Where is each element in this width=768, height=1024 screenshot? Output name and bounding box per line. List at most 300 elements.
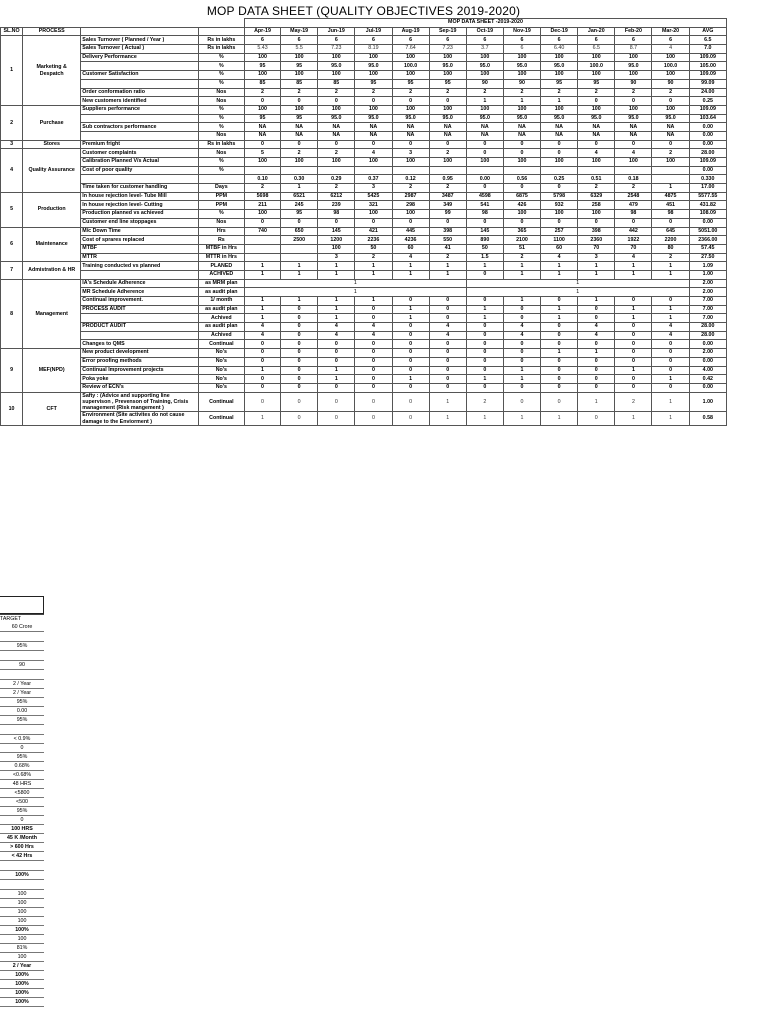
month-value: 100 xyxy=(615,71,652,80)
month-value: 100 xyxy=(578,71,615,80)
avg-value: 0.00 xyxy=(689,357,726,366)
month-value: 0 xyxy=(392,340,429,349)
month-value xyxy=(281,166,318,175)
month-value: 95 xyxy=(281,210,318,219)
month-value: 100 xyxy=(466,105,503,114)
parameter-description: Customer end line stoppages xyxy=(81,218,198,227)
month-value: 0 xyxy=(541,218,578,227)
month-value xyxy=(578,166,615,175)
avg-value: 0.58 xyxy=(689,412,726,426)
month-value: 95 xyxy=(578,79,615,88)
month-value: 85 xyxy=(244,79,280,88)
month-value: 0 xyxy=(318,412,355,426)
column-header: Jan-20 xyxy=(578,27,615,36)
table-row xyxy=(1,314,727,323)
month-value: 4 xyxy=(541,253,578,262)
target-value: 100% xyxy=(0,980,44,989)
month-value: 2 xyxy=(652,253,689,262)
table-row xyxy=(1,218,727,227)
month-value: 0 xyxy=(466,184,503,193)
month-value: 0 xyxy=(429,375,466,384)
month-value: 1 xyxy=(392,262,429,271)
month-value: 6875 xyxy=(503,192,540,201)
month-value: NA xyxy=(466,123,503,132)
month-value: 100.0 xyxy=(652,62,689,71)
month-value: 0 xyxy=(392,331,429,340)
table-row xyxy=(1,201,727,210)
month-value: NA xyxy=(615,131,652,140)
month-value: 1 xyxy=(355,270,392,279)
month-value: 0.29 xyxy=(318,175,355,184)
month-value: 1 xyxy=(244,297,280,306)
month-value: 890 xyxy=(466,236,503,245)
month-value xyxy=(541,166,578,175)
month-value: 0 xyxy=(429,340,466,349)
month-value: 6 xyxy=(578,36,615,45)
table-row xyxy=(1,383,727,392)
month-value: 1.5 xyxy=(466,253,503,262)
target-value: 100% xyxy=(0,971,44,980)
process-name: Purchase xyxy=(23,105,81,140)
month-value: 2 xyxy=(503,88,540,97)
month-value: 0.18 xyxy=(615,175,652,184)
month-value: 0 xyxy=(503,349,540,358)
month-value: 95.0 xyxy=(541,114,578,123)
parameter-description xyxy=(81,62,198,71)
month-value: 60 xyxy=(392,244,429,253)
month-value xyxy=(429,166,466,175)
month-value: 2 xyxy=(281,88,318,97)
month-value: 2 xyxy=(392,184,429,193)
month-value: 100 xyxy=(355,210,392,219)
month-value: 1 xyxy=(244,270,280,279)
table-row xyxy=(1,297,727,306)
month-value: 0 xyxy=(355,305,392,314)
parameter-description: New customers identified xyxy=(81,97,198,106)
month-value: 0 xyxy=(392,349,429,358)
table-row xyxy=(1,288,727,297)
month-value: 1 xyxy=(318,262,355,271)
unit-cell: as audit plan xyxy=(198,305,244,314)
month-value: 95.0 xyxy=(578,114,615,123)
month-value xyxy=(244,253,280,262)
month-value: NA xyxy=(281,123,318,132)
parameter-description: Sales Turnover ( Planned / Year ) xyxy=(81,36,198,45)
month-value: 0 xyxy=(652,97,689,106)
subtitle: MOP DATA SHEET -2019-2020 xyxy=(244,19,726,28)
month-value: 1 xyxy=(541,97,578,106)
column-header: Apr-19 xyxy=(244,27,280,36)
month-value: 0 xyxy=(392,392,429,412)
month-value: 100.0 xyxy=(392,62,429,71)
month-value xyxy=(615,166,652,175)
month-value: 85 xyxy=(318,79,355,88)
month-value: 95.0 xyxy=(466,62,503,71)
month-value: 0 xyxy=(578,357,615,366)
month-value: 1 xyxy=(281,184,318,193)
month-value: 98 xyxy=(466,210,503,219)
month-value: 1 xyxy=(392,270,429,279)
month-value: 90 xyxy=(652,79,689,88)
table-row xyxy=(1,131,727,140)
month-value: 50 xyxy=(466,244,503,253)
month-value: 1 xyxy=(615,314,652,323)
month-value: 100 xyxy=(615,53,652,62)
month-value: 100 xyxy=(541,158,578,167)
month-value: 1 xyxy=(578,262,615,271)
month-value xyxy=(503,166,540,175)
month-value: 0 xyxy=(244,357,280,366)
month-value: 2 xyxy=(318,149,355,158)
month-value: 0 xyxy=(541,323,578,332)
month-value: 85 xyxy=(281,79,318,88)
unit-cell: ACHIVED xyxy=(198,270,244,279)
month-value: 0 xyxy=(615,97,652,106)
month-value: 1 xyxy=(503,97,540,106)
month-value: 98 xyxy=(318,210,355,219)
month-value: 0 xyxy=(244,392,280,412)
month-value: 0 xyxy=(281,323,318,332)
avg-value: 2.00 xyxy=(689,288,726,297)
month-value: 6 xyxy=(503,36,540,45)
month-value: 0 xyxy=(355,366,392,375)
month-value: 100 xyxy=(281,71,318,80)
month-value: 0 xyxy=(429,218,466,227)
month-value: 95 xyxy=(429,79,466,88)
month-value: 1 xyxy=(652,392,689,412)
month-value: 1 xyxy=(652,412,689,426)
avg-value: 431.82 xyxy=(689,201,726,210)
month-value xyxy=(244,166,280,175)
month-value: 100 xyxy=(244,105,280,114)
sl-no: 1 xyxy=(1,36,23,106)
month-value: NA xyxy=(355,131,392,140)
parameter-description xyxy=(81,314,198,323)
month-value: 1 xyxy=(466,305,503,314)
month-value: 0 xyxy=(466,366,503,375)
month-value: 4 xyxy=(578,323,615,332)
month-value: 0 xyxy=(355,340,392,349)
month-value xyxy=(355,166,392,175)
unit-cell: Nos xyxy=(198,131,244,140)
month-value: 1 xyxy=(318,375,355,384)
month-value: 100 xyxy=(615,105,652,114)
target-value: 100 HRS xyxy=(0,825,44,834)
target-value: 95% xyxy=(0,716,44,725)
month-value: 0 xyxy=(541,340,578,349)
month-value: 1 xyxy=(578,270,615,279)
parameter-description: Training conducted vs planned xyxy=(81,262,198,271)
month-value: 0 xyxy=(281,357,318,366)
month-value: 1 xyxy=(318,305,355,314)
process-name: Marketing & Despatch xyxy=(23,36,81,106)
month-value: 2 xyxy=(503,253,540,262)
month-value: 0 xyxy=(392,383,429,392)
month-value: 0 xyxy=(615,383,652,392)
column-header: PROCESS xyxy=(23,27,81,36)
month-value: 0 xyxy=(503,149,540,158)
table-row xyxy=(1,45,727,54)
month-value: 2 xyxy=(466,392,503,412)
month-value xyxy=(244,236,280,245)
month-value: 321 xyxy=(355,201,392,210)
avg-value: 5051.00 xyxy=(689,227,726,236)
month-value: 100 xyxy=(355,53,392,62)
month-value: 0 xyxy=(466,349,503,358)
month-value: 0 xyxy=(244,140,280,149)
merged-value-h1: 1 xyxy=(244,279,466,288)
month-value: 95.0 xyxy=(355,114,392,123)
month-value: 1 xyxy=(244,412,280,426)
month-value: 1 xyxy=(541,314,578,323)
month-value: 100 xyxy=(244,71,280,80)
month-value: 1 xyxy=(466,412,503,426)
target-value: 95% xyxy=(0,642,44,651)
month-value: 1 xyxy=(318,366,355,375)
unit-cell: No's xyxy=(198,366,244,375)
table-row xyxy=(1,279,727,288)
month-value: 0 xyxy=(281,366,318,375)
month-value: 2500 xyxy=(281,236,318,245)
avg-value: 2.00 xyxy=(689,349,726,358)
month-value: 1 xyxy=(652,184,689,193)
avg-value: 0.00 xyxy=(689,383,726,392)
unit-cell: as MRM plan xyxy=(198,279,244,288)
month-value: 1 xyxy=(541,270,578,279)
month-value: 1 xyxy=(503,262,540,271)
month-value: 2 xyxy=(429,88,466,97)
unit-cell: Nos xyxy=(198,149,244,158)
month-value: 1 xyxy=(466,314,503,323)
column-header: Nov-19 xyxy=(503,27,540,36)
month-value: NA xyxy=(578,131,615,140)
month-value: 95 xyxy=(244,62,280,71)
month-value: 7.64 xyxy=(392,45,429,54)
month-value: 445 xyxy=(392,227,429,236)
month-value: 0 xyxy=(652,349,689,358)
month-value: 70 xyxy=(615,244,652,253)
parameter-description: Cost of sprares replaced xyxy=(81,236,198,245)
month-value: 4 xyxy=(429,331,466,340)
target-value: 100 xyxy=(0,917,44,926)
target-value xyxy=(0,725,44,735)
month-value: 100 xyxy=(244,210,280,219)
month-value: 0 xyxy=(318,357,355,366)
month-value: 6 xyxy=(429,36,466,45)
month-value: 0.56 xyxy=(503,175,540,184)
month-value: 2 xyxy=(318,88,355,97)
month-value: 2100 xyxy=(503,236,540,245)
month-value: 100 xyxy=(392,71,429,80)
month-value: 0 xyxy=(541,331,578,340)
month-value: 0.25 xyxy=(541,175,578,184)
month-value: 365 xyxy=(503,227,540,236)
month-value: 0 xyxy=(355,349,392,358)
parameter-description: Changes to QMS xyxy=(81,340,198,349)
month-value: 4 xyxy=(355,331,392,340)
unit-cell: as audit plan xyxy=(198,323,244,332)
month-value: 4 xyxy=(355,323,392,332)
table-row xyxy=(1,62,727,71)
month-value: 0 xyxy=(429,349,466,358)
month-value: 100 xyxy=(578,210,615,219)
month-value: 3487 xyxy=(429,192,466,201)
avg-value: 17.00 xyxy=(689,184,726,193)
month-value: 95 xyxy=(355,79,392,88)
month-value: 2 xyxy=(318,184,355,193)
month-value: 6 xyxy=(244,36,280,45)
target-value: 95% xyxy=(0,698,44,707)
month-value: 3 xyxy=(318,253,355,262)
month-value: 100 xyxy=(503,158,540,167)
parameter-description: Production planned vs achieved xyxy=(81,210,198,219)
unit-cell: as audit plan xyxy=(198,288,244,297)
unit-cell: Continual xyxy=(198,340,244,349)
month-value: 0 xyxy=(429,383,466,392)
month-value: 0 xyxy=(392,323,429,332)
month-value: 0 xyxy=(355,412,392,426)
month-value: 4236 xyxy=(392,236,429,245)
month-value: 0 xyxy=(318,383,355,392)
table-row xyxy=(1,262,727,271)
unit-cell: Rs in lakhs xyxy=(198,140,244,149)
month-value: 95.0 xyxy=(392,114,429,123)
column-header: Jun-19 xyxy=(318,27,355,36)
parameter-description xyxy=(81,175,198,184)
target-blank-box xyxy=(0,596,44,614)
month-value: 4 xyxy=(652,323,689,332)
target-value: 100 xyxy=(0,908,44,917)
month-value: 0 xyxy=(355,97,392,106)
month-value: 4 xyxy=(615,149,652,158)
column-header: Aug-19 xyxy=(392,27,429,36)
target-value: 0 xyxy=(0,816,44,825)
month-value: 100 xyxy=(429,53,466,62)
unit-cell: % xyxy=(198,166,244,175)
month-value: 2 xyxy=(244,184,280,193)
month-value: 100 xyxy=(541,53,578,62)
column-header: May-19 xyxy=(281,27,318,36)
avg-value: 105.00 xyxy=(689,62,726,71)
month-value: 95.0 xyxy=(503,114,540,123)
month-value: NA xyxy=(541,123,578,132)
sl-no: 9 xyxy=(1,349,23,392)
month-value: 100 xyxy=(652,105,689,114)
month-value: 1922 xyxy=(615,236,652,245)
month-value: 100 xyxy=(318,158,355,167)
parameter-description: Sales Turnover ( Actual ) xyxy=(81,45,198,54)
month-value: 0.00 xyxy=(466,175,503,184)
unit-cell: % xyxy=(198,53,244,62)
month-value: 0 xyxy=(355,357,392,366)
month-value xyxy=(281,253,318,262)
month-value: NA xyxy=(578,123,615,132)
month-value: 0 xyxy=(281,412,318,426)
month-value: 95 xyxy=(281,114,318,123)
month-value: 6 xyxy=(355,36,392,45)
table-row xyxy=(1,36,727,45)
unit-cell: % xyxy=(198,158,244,167)
month-value: 1 xyxy=(392,375,429,384)
table-row xyxy=(1,244,727,253)
target-value: < 42 Hrs xyxy=(0,852,44,861)
month-value: 0 xyxy=(392,297,429,306)
month-value: 1 xyxy=(355,262,392,271)
month-value: 1 xyxy=(615,270,652,279)
month-value: 0 xyxy=(652,366,689,375)
month-value: 100 xyxy=(466,158,503,167)
table-row xyxy=(1,253,727,262)
month-value: 0 xyxy=(652,340,689,349)
month-value: 95.0 xyxy=(355,62,392,71)
merged-value-h2: 1 xyxy=(466,279,689,288)
month-value: NA xyxy=(503,131,540,140)
month-value: 0 xyxy=(503,392,540,412)
parameter-description: Cost of poor quality xyxy=(81,166,198,175)
month-value: 0 xyxy=(281,97,318,106)
month-value: 0 xyxy=(503,305,540,314)
month-value: 95.0 xyxy=(429,62,466,71)
avg-value: 0.00 xyxy=(689,340,726,349)
month-value: 0 xyxy=(281,314,318,323)
month-value: 2 xyxy=(244,88,280,97)
month-value: 0 xyxy=(503,314,540,323)
avg-value: 0.00 xyxy=(689,131,726,140)
month-value: 0 xyxy=(466,140,503,149)
month-value: 0 xyxy=(355,375,392,384)
month-value: NA xyxy=(244,131,280,140)
target-header: TARGET xyxy=(0,614,44,623)
month-value: 6 xyxy=(541,36,578,45)
month-value: 0 xyxy=(466,149,503,158)
month-value: 1 xyxy=(429,392,466,412)
month-value: 100 xyxy=(244,53,280,62)
month-value: 0 xyxy=(578,305,615,314)
column-header: Oct-19 xyxy=(466,27,503,36)
table-row xyxy=(1,79,727,88)
month-value: 100 xyxy=(503,53,540,62)
parameter-description xyxy=(81,131,198,140)
month-value: 1 xyxy=(541,412,578,426)
month-value: 95.0 xyxy=(615,114,652,123)
avg-value: 28.00 xyxy=(689,323,726,332)
table-row xyxy=(1,71,727,80)
target-value: <5800 xyxy=(0,789,44,798)
table-row xyxy=(1,236,727,245)
unit-cell: No's xyxy=(198,349,244,358)
sl-no: 10 xyxy=(1,392,23,425)
month-value: 0.95 xyxy=(429,175,466,184)
month-value: 2987 xyxy=(392,192,429,201)
month-value: 0 xyxy=(578,140,615,149)
month-value: 0 xyxy=(541,383,578,392)
table-row xyxy=(1,140,727,149)
avg-value: 5577.55 xyxy=(689,192,726,201)
table-row xyxy=(1,392,727,412)
parameter-description: Calibration Planned V/s Actual xyxy=(81,158,198,167)
unit-cell: PPM xyxy=(198,192,244,201)
avg-value: 6.5 xyxy=(689,36,726,45)
avg-value: 108.09 xyxy=(689,210,726,219)
column-header: Jul-19 xyxy=(355,27,392,36)
unit-cell: Rs xyxy=(198,236,244,245)
sl-no: 7 xyxy=(1,262,23,279)
month-value: 4598 xyxy=(466,192,503,201)
target-value: 2 / Year xyxy=(0,962,44,971)
month-value: 0 xyxy=(281,340,318,349)
month-value: 90 xyxy=(503,79,540,88)
month-value: 100 xyxy=(652,158,689,167)
